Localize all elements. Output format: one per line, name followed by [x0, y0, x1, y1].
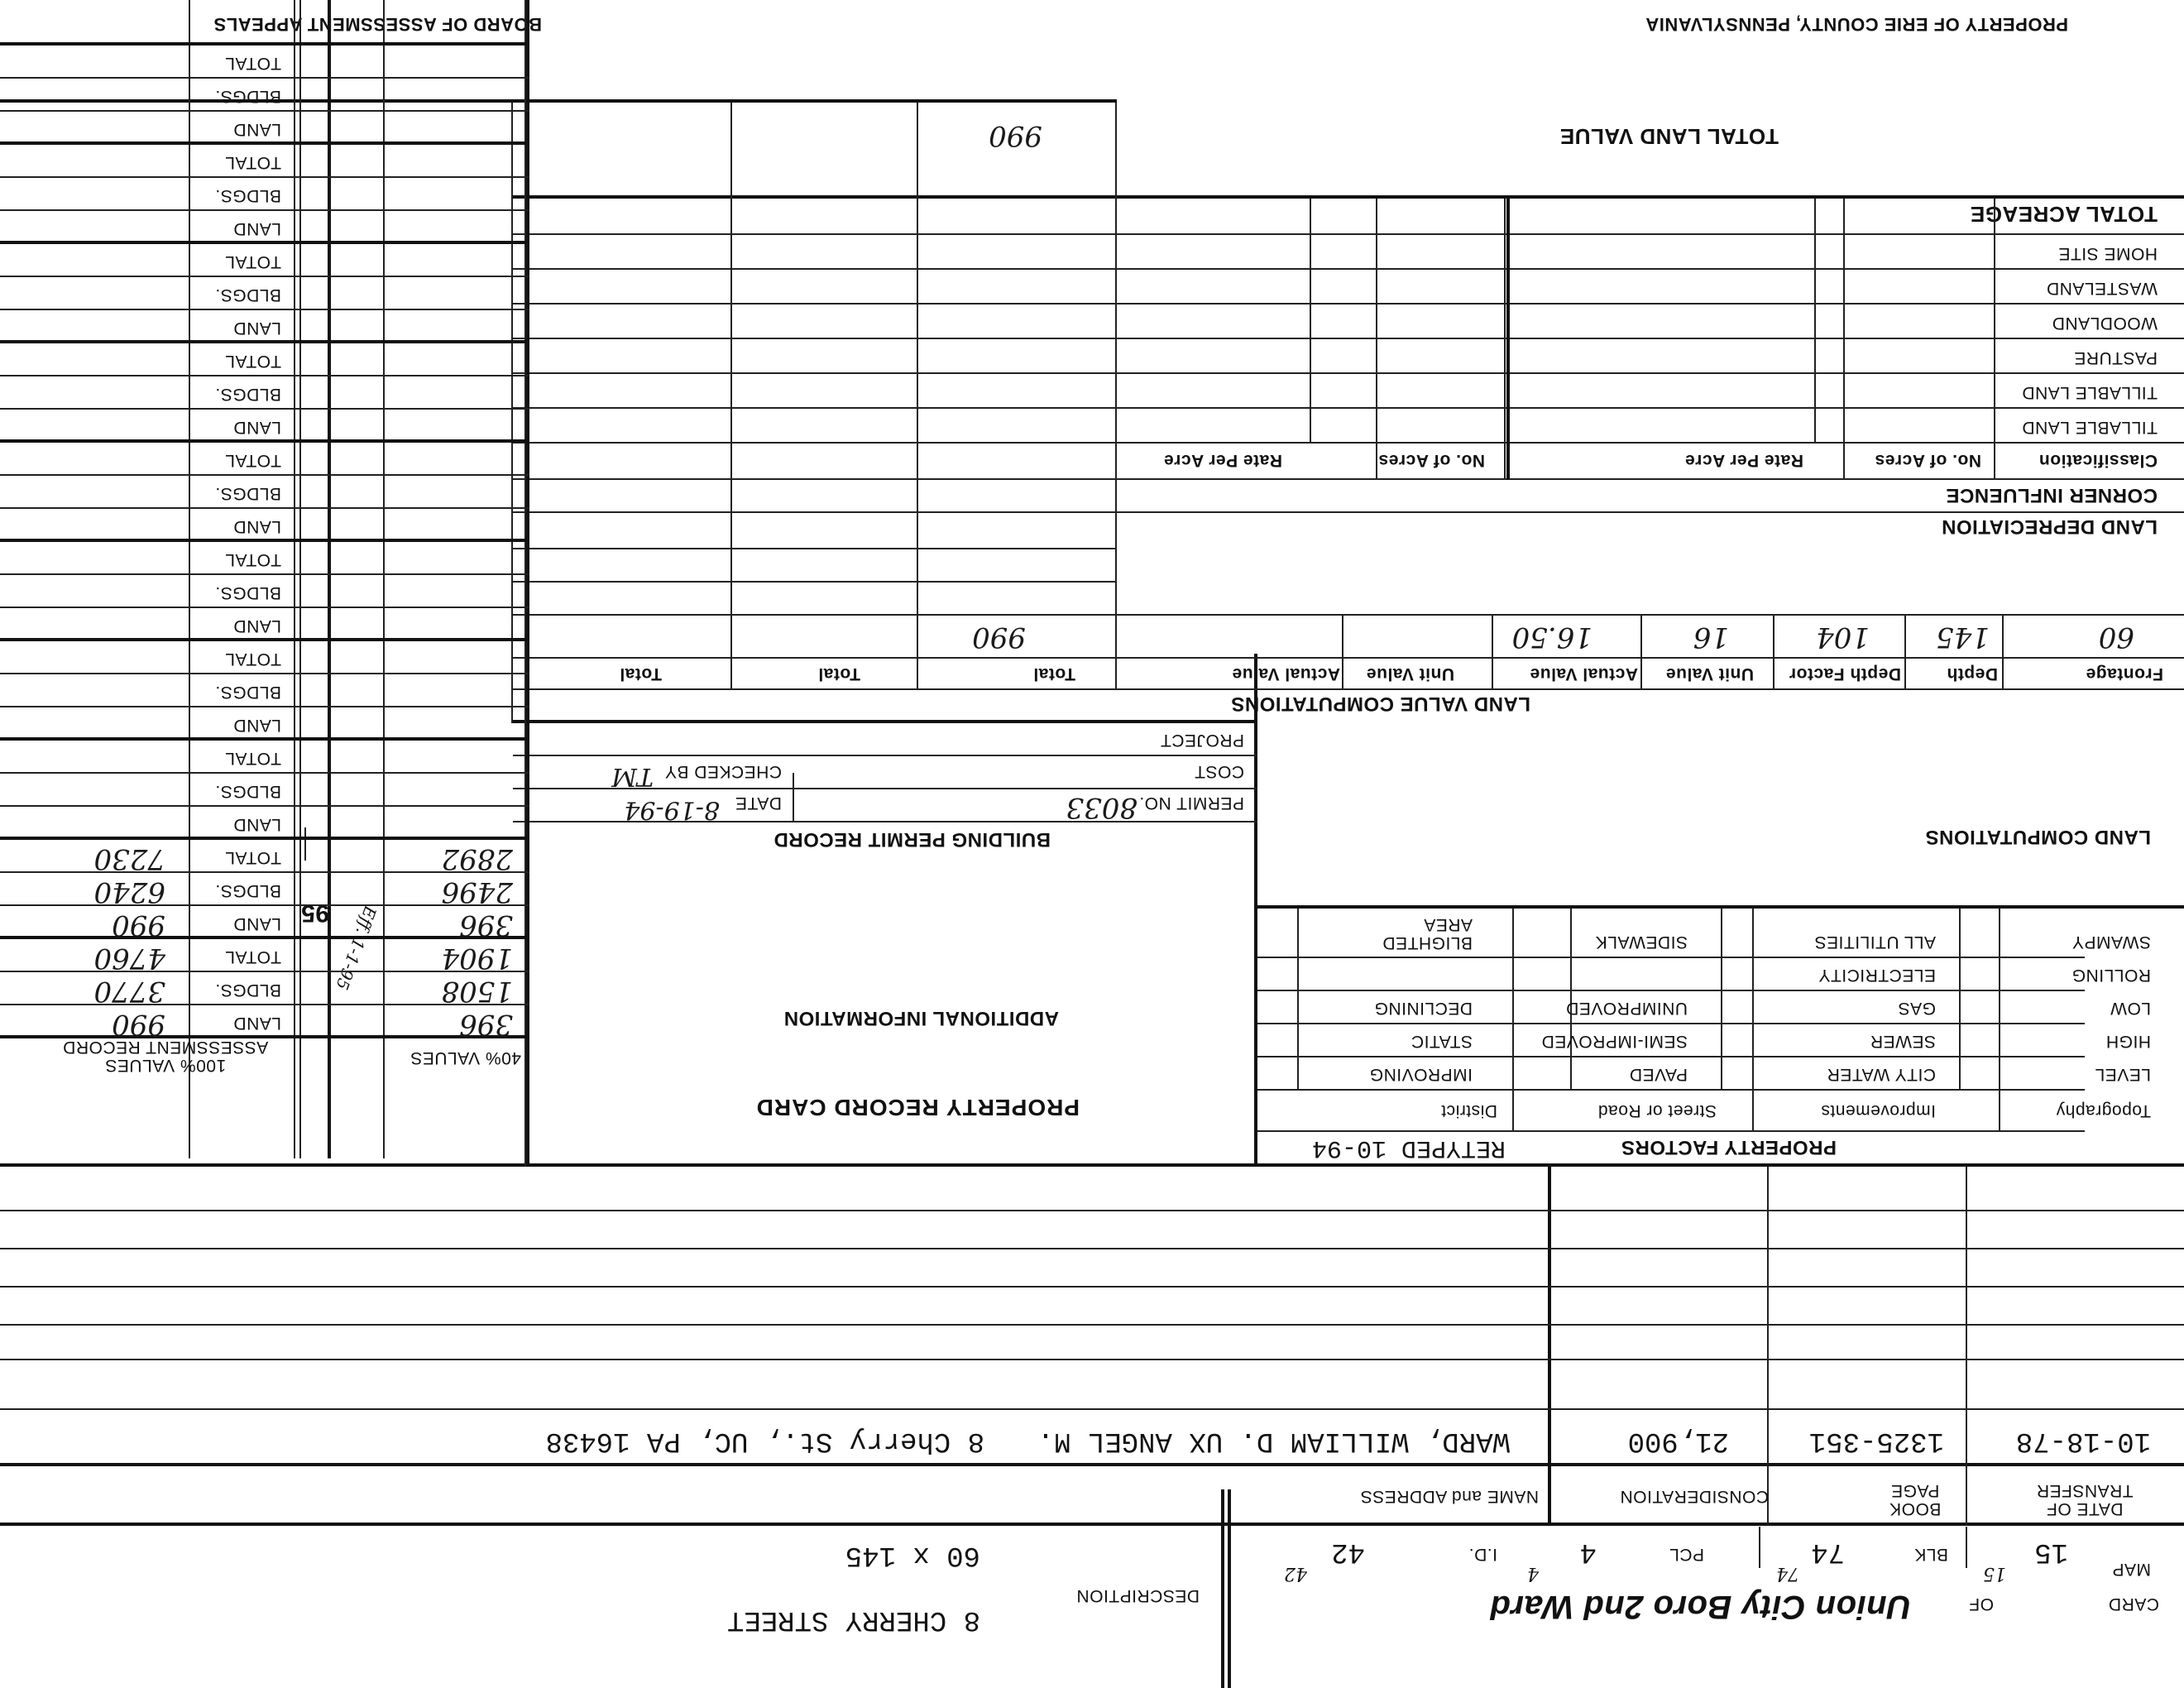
street-paved: PAVED	[1629, 1065, 1688, 1084]
board-label: BOARD OF ASSESSMENT APPEALS	[213, 14, 542, 35]
assessment-row-rule	[0, 474, 529, 476]
bldgs-label: BLDGS.	[214, 186, 281, 205]
col-line	[524, 0, 526, 1167]
land-label: LAND	[232, 120, 281, 139]
col-line	[1767, 1166, 1769, 1526]
rule	[513, 478, 2184, 480]
street-semi: SEMI-IMPROVED	[1541, 1032, 1688, 1051]
v40-bldgs-2: 2496	[441, 875, 513, 909]
assessment-row-rule	[0, 904, 529, 906]
land-label: LAND	[232, 319, 281, 338]
col-line	[793, 773, 794, 822]
acre-header: Classification	[2038, 451, 2158, 470]
rule	[0, 1286, 2184, 1288]
col-line	[1721, 909, 1722, 1091]
assess-land: 990	[112, 1008, 165, 1041]
topo-level: LEVEL	[2095, 1065, 2151, 1084]
blk-handwritten: 74	[1776, 1563, 1799, 1584]
col-line	[1254, 654, 1257, 1167]
class-pasture: PASTURE	[2073, 348, 2158, 367]
property-factors-title: PROPERTY FACTORS	[1621, 1136, 1837, 1158]
total-label: TOTAL	[224, 749, 281, 768]
id-label: I.D.	[1468, 1545, 1497, 1564]
class-total-acreage: TOTAL ACREAGE	[1970, 202, 2158, 227]
header-line: ASSESSMENT RECORD	[62, 1038, 269, 1057]
rule	[513, 233, 2184, 235]
pcl-label: PCL	[1669, 1545, 1704, 1564]
assessment-row-rule	[0, 110, 529, 112]
assessment-header	[41, 1038, 290, 1074]
col-line	[730, 103, 732, 690]
lv-total: 990	[972, 621, 1026, 654]
rule	[513, 303, 2184, 305]
bldgs-label: BLDGS.	[214, 881, 281, 900]
col-line	[1843, 199, 1845, 480]
lv-header: Frontage	[2086, 664, 2163, 683]
assess-bldgs: 3770	[93, 975, 165, 1008]
class-tillable-1: TILLABLE LAND	[2021, 418, 2158, 437]
year-note: 95	[300, 899, 329, 927]
permit-label: PERMIT NO.	[1138, 794, 1244, 813]
rule	[0, 1210, 2184, 1211]
v40-land-2: 396	[459, 909, 513, 942]
name-address-header: NAME and ADDRESS	[1360, 1487, 1539, 1506]
assessment-row-rule	[0, 837, 529, 840]
additional-info-title: ADDITIONAL INFORMATION	[783, 1007, 1059, 1029]
factor-header: Topography	[2056, 1101, 2151, 1120]
land-value-title: LAND VALUE COMPUTATIONS	[1230, 693, 1530, 715]
v40-bldgs: 1508	[441, 975, 513, 1008]
total-label: TOTAL	[224, 252, 281, 271]
col-line	[1115, 199, 1117, 480]
assessment-row-rule	[0, 737, 529, 741]
cost-label: COST	[1194, 762, 1244, 781]
rule	[0, 99, 1117, 103]
lv-header: Unit Value	[1665, 664, 1754, 683]
rule	[513, 688, 2184, 690]
transfer-date: 10-18-78	[2015, 1425, 2151, 1456]
rule	[513, 442, 2184, 444]
col-line	[526, 0, 529, 1167]
retyped-note: RETYPED 10-94	[1311, 1134, 1506, 1162]
lv-header: Total	[817, 664, 860, 683]
col-line	[1999, 909, 2000, 1132]
rule	[0, 1035, 529, 1038]
total-label: TOTAL	[224, 54, 281, 73]
improve-electricity: ELECTRICITY	[1818, 966, 1936, 985]
assessment-row-rule	[0, 1004, 529, 1005]
date-label: DATE	[735, 794, 782, 813]
blk-value: 74	[1811, 1536, 1845, 1567]
land-label: LAND	[232, 418, 281, 437]
v40-total-2: 2892	[441, 842, 513, 875]
lv-unit-value: 16	[1693, 621, 1729, 654]
pcl-value: 4	[1579, 1536, 1597, 1567]
total-land-value-label: TOTAL LAND VALUE	[1559, 124, 1779, 149]
rule	[513, 548, 1117, 549]
assessment-row-rule	[0, 971, 529, 972]
col-line	[1310, 199, 1311, 444]
topo-swampy: SWAMPY	[2071, 933, 2151, 952]
bldgs-label: BLDGS.	[214, 782, 281, 801]
topo-high: HIGH	[2105, 1032, 2151, 1051]
class-woodland: WOODLAND	[2052, 314, 2158, 333]
checked-label: CHECKED BY	[664, 762, 782, 781]
map-value: 15	[2034, 1536, 2068, 1567]
assessment-row-rule	[0, 439, 529, 443]
id-value: 42	[1331, 1536, 1365, 1567]
total-label: TOTAL	[224, 153, 281, 172]
v40-land: 396	[459, 1008, 513, 1041]
rule	[513, 755, 1257, 756]
col-line	[1342, 616, 1343, 690]
district-improving: IMPROVING	[1369, 1065, 1473, 1084]
col-line	[1504, 199, 1506, 480]
col-line	[511, 103, 513, 723]
lv-header: Depth	[1947, 664, 1998, 683]
assessment-row-rule	[0, 706, 529, 707]
bldgs-label: BLDGS.	[214, 981, 281, 1000]
rule	[513, 720, 1257, 723]
county-owner-label: PROPERTY OF ERIE COUNTY, PENNSYLVANIA	[1645, 14, 2068, 35]
of-label: OF	[1968, 1594, 1994, 1614]
pcl-handwritten: 4	[1527, 1563, 1539, 1584]
lv-depth-factor: 104	[1816, 621, 1870, 654]
col-line	[1904, 616, 1906, 690]
assessment-row-rule	[0, 176, 529, 178]
col-line	[1506, 199, 1510, 480]
rule	[1257, 1130, 2085, 1132]
col-line	[1548, 1166, 1551, 1526]
col-line	[1376, 199, 1377, 480]
land-computations-title: LAND COMPUTATIONS	[1925, 826, 2151, 848]
v40-total: 1904	[441, 942, 513, 975]
rule	[0, 1463, 2184, 1466]
bldgs-label: BLDGS.	[214, 385, 281, 404]
col-line	[294, 0, 295, 1158]
col-line	[1752, 909, 1754, 1132]
description-label: DESCRIPTION	[1075, 1586, 1200, 1605]
bldgs-label: BLDGS.	[214, 484, 281, 503]
rule	[513, 511, 2184, 513]
improve-sewer: SEWER	[1870, 1032, 1936, 1051]
bldgs-label: BLDGS.	[214, 87, 281, 106]
col-line	[1492, 616, 1493, 690]
col-line	[917, 103, 918, 690]
rule	[0, 1523, 2184, 1526]
rule	[0, 1248, 2184, 1249]
assessment-row-rule	[0, 77, 529, 79]
municipality: Union City Boro 2nd Ward	[1489, 1589, 1911, 1625]
bldgs-label: BLDGS.	[214, 583, 281, 602]
col-line	[328, 0, 331, 1158]
header-line: 100% VALUES	[104, 1056, 227, 1075]
col-line	[1640, 616, 1642, 690]
class-wasteland: WASTELAND	[2046, 279, 2158, 298]
values-40-header: 40% VALUES	[410, 1048, 521, 1067]
assessment-row-rule	[0, 772, 529, 774]
factor-header: District	[1440, 1101, 1497, 1120]
rule	[513, 581, 1117, 583]
rule	[1257, 1089, 2085, 1091]
corner-influence-label: CORNER INFLUENCE	[1945, 484, 2158, 506]
assessment-row-rule	[0, 507, 529, 509]
assessment-row-rule	[0, 141, 529, 145]
rule	[513, 614, 2184, 616]
total-label: TOTAL	[224, 352, 281, 371]
col-line	[1297, 909, 1299, 1091]
total-label: TOTAL	[224, 947, 281, 966]
mark	[1254, 907, 1257, 909]
col-line	[1966, 1166, 1967, 1526]
land-label: LAND	[232, 914, 281, 933]
lv-actual-value: 16.50	[1511, 621, 1592, 654]
transfer-address: 8 Cherry St., UC, PA 16438	[545, 1425, 984, 1456]
rule	[1257, 990, 2085, 991]
building-permit-title: BUILDING PERMIT RECORD	[774, 828, 1051, 851]
header-line: TRANSFER	[2036, 1481, 2134, 1500]
assessment-row-rule	[0, 375, 529, 376]
assessment-row-rule	[0, 209, 529, 211]
rule	[513, 338, 2184, 339]
assess-land-2: 990	[112, 909, 165, 942]
class-home-site: HOME SITE	[2057, 244, 2158, 263]
assessment-row-rule	[0, 340, 529, 343]
lv-header: Total	[619, 664, 662, 683]
total-label: TOTAL	[224, 451, 281, 470]
district-declining: DECLINING	[1374, 999, 1473, 1018]
land-label: LAND	[232, 616, 281, 635]
total-label: TOTAL	[224, 848, 281, 867]
assessment-row-rule	[0, 241, 529, 244]
header-line: PAGE	[1890, 1481, 1940, 1500]
bldgs-label: BLDGS.	[214, 683, 281, 702]
assessment-row-rule	[0, 673, 529, 674]
assessment-row-rule	[0, 805, 529, 807]
assessment-row-rule	[0, 607, 529, 608]
district-static: STATIC	[1410, 1032, 1473, 1051]
divider	[1759, 1527, 1760, 1568]
project-label: PROJECT	[1160, 731, 1244, 750]
street-unimproved: UNIMPROVED	[1565, 999, 1688, 1018]
id-handwritten: 42	[1284, 1563, 1307, 1584]
rule	[0, 1359, 2184, 1360]
transfer-book: 1325-351	[1808, 1425, 1944, 1456]
margin-note: Eff. 1-1-95	[332, 903, 381, 993]
lv-header: Total	[1032, 664, 1075, 683]
land-label: LAND	[232, 219, 281, 238]
rule	[1257, 1023, 2085, 1024]
col-line	[299, 0, 301, 1158]
lv-header: Unit Value	[1366, 664, 1454, 683]
land-label: LAND	[232, 1014, 281, 1033]
header-line: BOOK	[1889, 1499, 1942, 1518]
col-line	[1512, 909, 1514, 1132]
band-divider	[1228, 1489, 1231, 1688]
col-line	[1773, 616, 1774, 690]
rule	[0, 1163, 2184, 1167]
assessment-row-rule	[0, 276, 529, 277]
rule	[1257, 1056, 2085, 1057]
acre-header: Rate Per Acre	[1163, 451, 1282, 470]
land-label: LAND	[232, 815, 281, 834]
col-line	[2002, 616, 2004, 690]
topo-rolling: ROLLING	[2071, 966, 2151, 985]
header-line: DATE OF	[2046, 1499, 2124, 1518]
acre-header: Rate Per Acre	[1684, 451, 1803, 470]
rule	[0, 1324, 2184, 1326]
col-line	[189, 0, 190, 1158]
band-divider-2	[1221, 1489, 1224, 1688]
improve-utilities: ALL UTILITIES	[1814, 933, 1936, 952]
lv-depth: 145	[1936, 621, 1990, 654]
land-label: LAND	[232, 517, 281, 536]
col-line	[1814, 199, 1816, 444]
district-blighted: BLIGHTED AREA	[1382, 915, 1473, 952]
record-card-title: PROPERTY RECORD CARD	[755, 1095, 1080, 1120]
bldgs-label: BLDGS.	[214, 285, 281, 305]
rule	[0, 1408, 2184, 1410]
total-label: TOTAL	[224, 550, 281, 569]
factor-header: Improvements	[1820, 1101, 1936, 1120]
card-label: CARD	[2108, 1594, 2159, 1614]
assess-total: 4760	[93, 942, 165, 975]
consideration-header: CONSIDERATION	[1620, 1487, 1769, 1506]
assessment-row-rule	[0, 309, 529, 310]
col-line	[1959, 909, 1961, 1091]
lv-header: Actual Value	[1530, 664, 1638, 683]
rule	[1257, 905, 2184, 909]
land-depreciation-label: LAND DEPRECIATION	[1941, 516, 2158, 538]
acre-header: No. of Acres	[1378, 451, 1485, 470]
permit-date: 8-19-94	[624, 795, 720, 824]
lv-frontage: 60	[2098, 621, 2134, 654]
lv-header: Actual Value	[1232, 664, 1340, 683]
divider	[1966, 1527, 1967, 1568]
improve-gas: GAS	[1898, 999, 1936, 1018]
rule	[513, 372, 2184, 374]
book-page-header	[1853, 1481, 1977, 1518]
assessment-row-rule	[0, 573, 529, 575]
mark	[304, 827, 306, 861]
topo-low: LOW	[2110, 999, 2151, 1018]
blk-label: BLK	[1913, 1545, 1948, 1564]
acre-header: No. of Acres	[1875, 451, 1981, 470]
transfer-consideration: 21,900	[1627, 1425, 1729, 1456]
col-line	[383, 0, 385, 1158]
assessment-row-rule	[0, 539, 529, 542]
land-label: LAND	[232, 716, 281, 735]
map-handwritten: 15	[1983, 1563, 2006, 1584]
permit-value: 8033	[1066, 791, 1138, 824]
assess-total-2: 7230	[93, 842, 165, 875]
assessment-row-rule	[0, 871, 529, 873]
assessment-row-rule	[0, 936, 529, 939]
description-size: 60 x 145	[845, 1539, 980, 1571]
date-transfer-header	[2019, 1481, 2151, 1518]
description-street: 8 CHERRY STREET	[726, 1604, 980, 1635]
checked-by: TM	[611, 762, 654, 791]
transfer-name: WARD, WILLIAM D. UX ANGEL M.	[1037, 1425, 1510, 1456]
rule	[513, 195, 2184, 199]
class-tillable-2: TILLABLE LAND	[2021, 383, 2158, 402]
assessment-row-rule	[0, 408, 529, 410]
total-label: TOTAL	[224, 650, 281, 669]
rule	[513, 268, 2184, 270]
rule	[1257, 957, 2085, 958]
assessment-row-rule	[0, 42, 529, 46]
assessment-row-rule	[0, 638, 529, 641]
rule	[513, 407, 2184, 409]
factor-header: Street or Road	[1597, 1101, 1717, 1120]
total-land-value: 990	[989, 119, 1042, 152]
street-sidewalk: SIDEWALK	[1595, 933, 1688, 952]
col-line	[1994, 199, 1995, 480]
lv-header: Depth Factor	[1789, 664, 1901, 683]
improve-water: CITY WATER	[1827, 1065, 1936, 1084]
assess-bldgs-2: 6240	[93, 875, 165, 909]
map-label: MAP	[2111, 1560, 2151, 1579]
rule	[513, 657, 2184, 659]
